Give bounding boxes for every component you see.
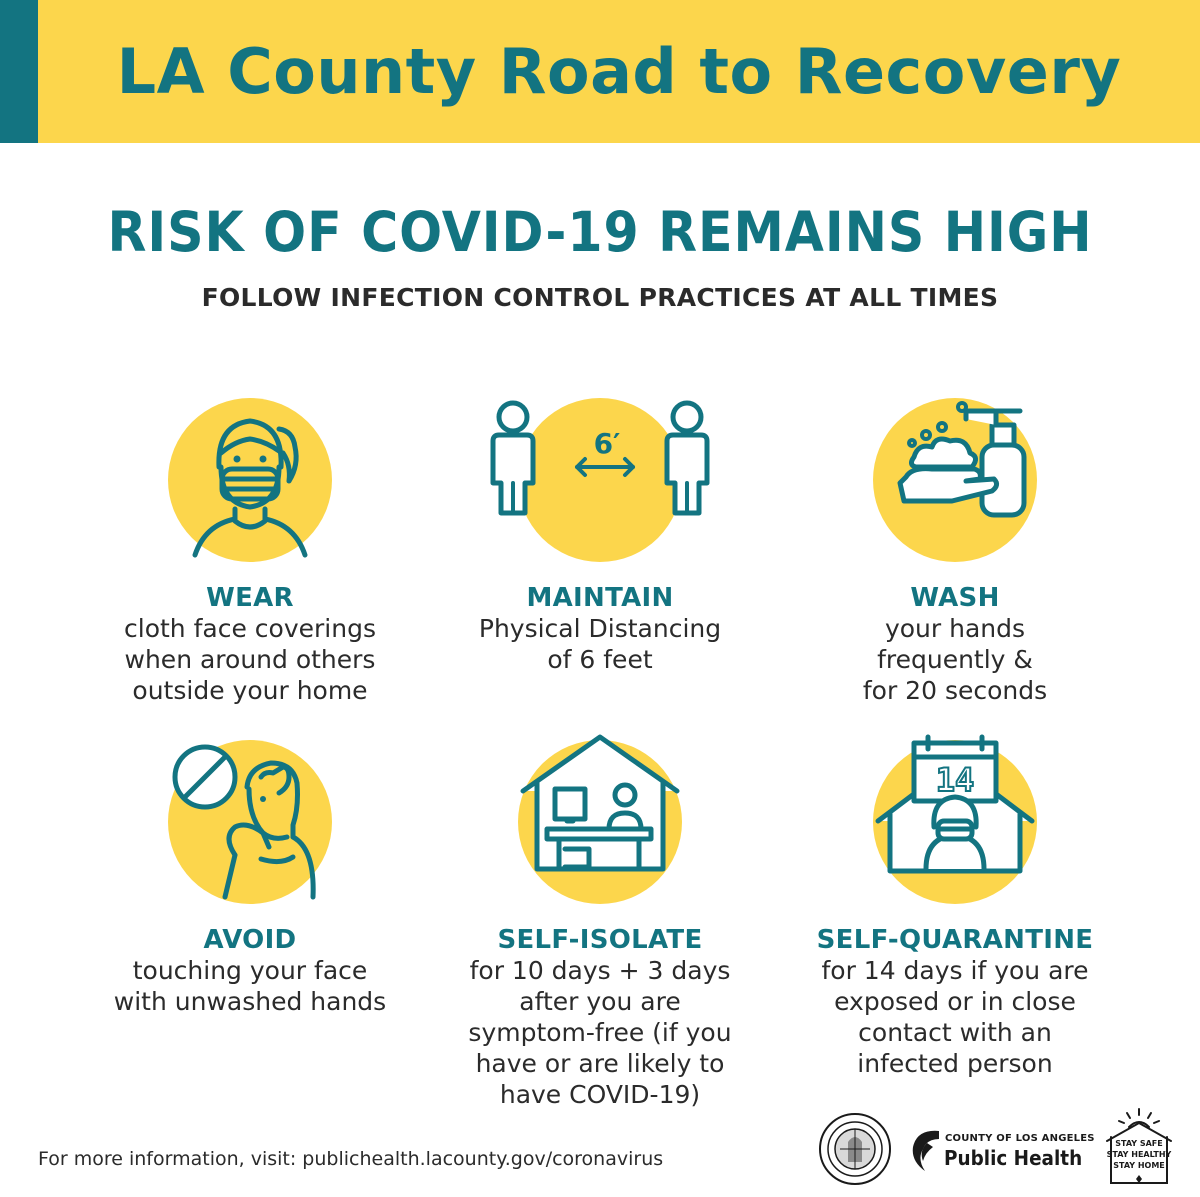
stay-line: STAY HOME — [1113, 1161, 1165, 1170]
practice-description: Physical Distancing of 6 feet — [478, 614, 722, 674]
banner-accent-stripe — [0, 0, 38, 143]
home-isolation-desk-icon — [515, 737, 685, 907]
practice-description: touching your face with unwashed hands — [113, 956, 387, 1016]
practice-label: MAINTAIN — [526, 583, 674, 613]
hand-washing-soap-icon — [870, 395, 1040, 565]
distancing-people-icon — [515, 395, 685, 565]
stay-safe-text — [1103, 1138, 1175, 1171]
practice-label: WASH — [910, 583, 1000, 613]
practice-wear — [60, 395, 440, 706]
practice-self-isolate — [410, 737, 790, 1110]
header-banner — [0, 0, 1200, 143]
public-health-logo-subtitle: COUNTY OF LOS ANGELES — [945, 1133, 1095, 1144]
face-mask-person-icon — [165, 395, 335, 565]
headline: RISK OF COVID-19 REMAINS HIGH — [107, 200, 1093, 264]
subheadline: FOLLOW INFECTION CONTROL PRACTICES AT ALL TIMES — [201, 283, 999, 312]
public-health-logo-title: Public Health — [944, 1146, 1083, 1170]
practice-maintain — [410, 395, 790, 675]
practice-description: your hands frequently & for 20 seconds — [862, 614, 1048, 705]
practice-avoid — [60, 737, 440, 1017]
practice-description: for 14 days if you are exposed or in close contact with an infected person — [821, 956, 1089, 1078]
footer-info-text: For more information, visit: publichealth.lacounty.gov/coronavirus — [38, 1148, 664, 1170]
county-seal-logo — [818, 1112, 892, 1190]
calendar-quarantine-house-icon — [870, 737, 1040, 907]
practice-label: SELF-QUARANTINE — [816, 925, 1094, 955]
practice-description: for 10 days + 3 days after you are symptom-free (if you have or are likely to have COVID-19) — [468, 956, 732, 1109]
practice-self-quarantine — [765, 737, 1145, 1079]
practice-label: WEAR — [206, 583, 294, 613]
stay-line: STAY HEALTHY — [1106, 1150, 1172, 1159]
practice-wash — [765, 395, 1145, 706]
no-face-touching-icon — [165, 737, 335, 907]
stay-line: STAY SAFE — [1115, 1139, 1163, 1148]
practice-label: AVOID — [203, 925, 297, 955]
distance-value: 6′ — [593, 427, 621, 460]
practice-label: SELF-ISOLATE — [497, 925, 703, 955]
quarantine-days: 14 — [935, 761, 975, 799]
banner-title: LA County Road to Recovery — [116, 35, 1122, 108]
practice-description: cloth face coverings when around others outside your home — [124, 614, 376, 705]
